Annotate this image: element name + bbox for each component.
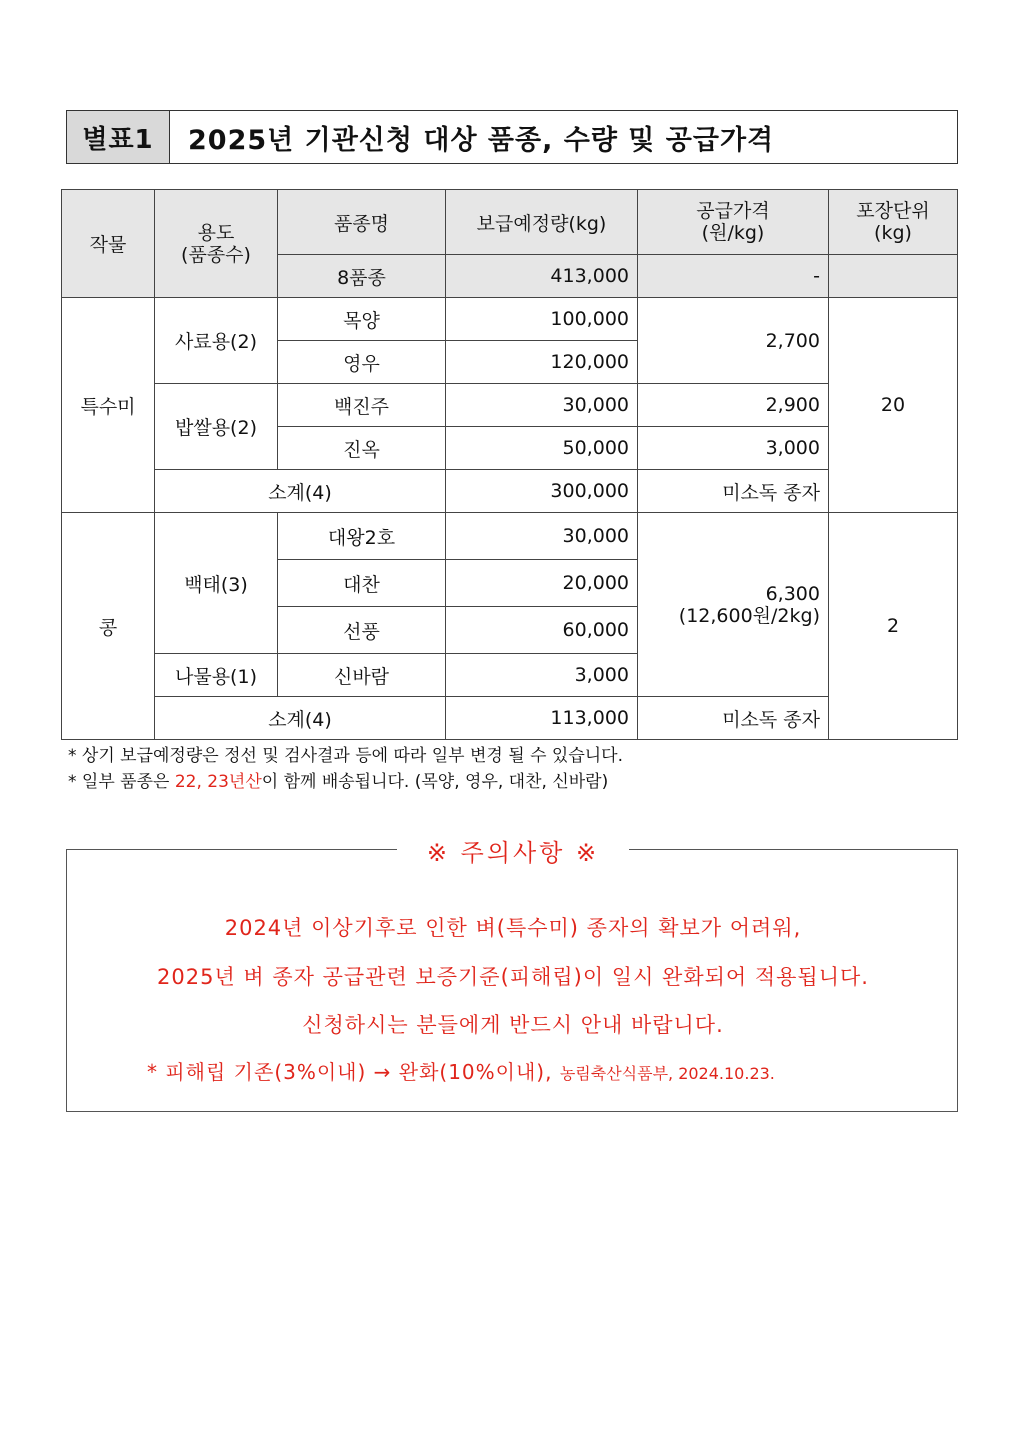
header-pack: 포장단위 (kg) bbox=[829, 190, 958, 255]
note-line-2-suffix: 이 함께 배송됩니다. (목양, 영우, 대찬, 신바람) bbox=[261, 772, 609, 792]
pack-cell: 2 bbox=[829, 513, 958, 740]
header-use: 용도 (품종수) bbox=[155, 190, 278, 298]
use-cell: 나물용(1) bbox=[155, 654, 278, 697]
quantity-cell: 3,000 bbox=[446, 654, 638, 697]
caution-line-3: 신청하시는 분들에게 반드시 안내 바랍니다. bbox=[302, 1013, 724, 1037]
notes bbox=[68, 743, 623, 795]
subtotal-label: 소계(4) bbox=[155, 697, 446, 740]
caution-footnote-source: 농림축산식품부, 2024.10.23. bbox=[559, 1064, 775, 1083]
header-crop: 작물 bbox=[62, 190, 155, 298]
variety-cell: 영우 bbox=[278, 341, 446, 384]
quantity-cell: 60,000 bbox=[446, 607, 638, 654]
variety-cell: 대찬 bbox=[278, 560, 446, 607]
caution-box bbox=[66, 839, 958, 1112]
variety-cell: 백진주 bbox=[278, 384, 446, 427]
page-title: 2025년 기관신청 대상 품종, 수량 및 공급가격 bbox=[188, 124, 775, 156]
use-cell: 밥쌀용(2) bbox=[155, 384, 278, 470]
note-line-1: * 상기 보급예정량은 정선 및 검사결과 등에 따라 일부 변경 될 수 있습니다. bbox=[68, 746, 623, 766]
price-cell: 2,900 bbox=[638, 384, 829, 427]
caution-title: ※ 주의사항 ※ bbox=[397, 833, 629, 868]
subtotal-note: 미소독 종자 bbox=[638, 470, 829, 513]
quantity-cell: 30,000 bbox=[446, 384, 638, 427]
price-cell: 2,700 bbox=[638, 298, 829, 384]
supply-table bbox=[61, 189, 958, 740]
price-cell: 6,300 (12,600원/2kg) bbox=[638, 513, 829, 697]
caution-footnote-main: * 피해립 기존(3%이내) → 완화(10%이내), bbox=[147, 1060, 553, 1084]
variety-cell: 대왕2호 bbox=[278, 513, 446, 560]
price-cell: 3,000 bbox=[638, 427, 829, 470]
quantity-cell: 50,000 bbox=[446, 427, 638, 470]
subtotal-note: 미소독 종자 bbox=[638, 697, 829, 740]
subtotal-label: 소계(4) bbox=[155, 470, 446, 513]
note-line-2-highlight: 22, 23년산 bbox=[174, 772, 262, 792]
header-quantity: 보급예정량(kg) bbox=[446, 190, 638, 255]
quantity-cell: 30,000 bbox=[446, 513, 638, 560]
caution-line-2: 2025년 벼 종자 공급관련 보증기준(피해립)이 일시 완화되어 적용됩니다. bbox=[157, 965, 869, 989]
note-line-2 bbox=[68, 769, 623, 795]
quantity-cell: 100,000 bbox=[446, 298, 638, 341]
quantity-cell: 120,000 bbox=[446, 341, 638, 384]
variety-cell: 진옥 bbox=[278, 427, 446, 470]
caution-line-1: 2024년 이상기후로 인한 벼(특수미) 종자의 확보가 어려워, bbox=[224, 916, 802, 940]
subtotal-quantity: 300,000 bbox=[446, 470, 638, 513]
variety-cell: 선풍 bbox=[278, 607, 446, 654]
use-cell: 사료용(2) bbox=[155, 298, 278, 384]
pack-cell: 20 bbox=[829, 298, 958, 513]
crop-cell: 콩 bbox=[62, 513, 155, 740]
title-tag: 별표1 bbox=[67, 111, 170, 163]
title-box bbox=[66, 110, 958, 164]
use-cell: 백태(3) bbox=[155, 513, 278, 654]
subtotal-quantity: 113,000 bbox=[446, 697, 638, 740]
total-quantity: 413,000 bbox=[446, 255, 638, 298]
crop-cell: 특수미 bbox=[62, 298, 155, 513]
note-line-2-prefix: * 일부 품종은 bbox=[68, 772, 175, 792]
quantity-cell: 20,000 bbox=[446, 560, 638, 607]
total-pack bbox=[829, 255, 958, 298]
variety-cell: 목양 bbox=[278, 298, 446, 341]
variety-cell: 신바람 bbox=[278, 654, 446, 697]
header-variety: 품종명 bbox=[278, 190, 446, 255]
header-price: 공급가격 (원/kg) bbox=[638, 190, 829, 255]
total-price: - bbox=[638, 255, 829, 298]
total-variety: 8품종 bbox=[278, 255, 446, 298]
caution-footnote bbox=[147, 1056, 775, 1085]
